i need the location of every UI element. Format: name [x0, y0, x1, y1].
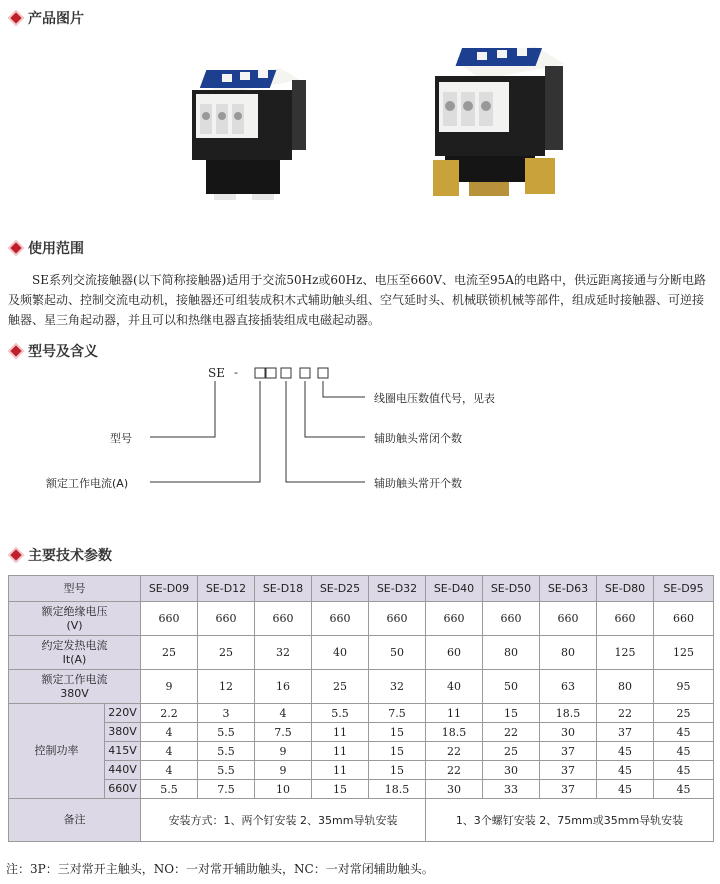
header-model-cell: SE-D09 [141, 576, 198, 602]
table-cell: 45 [597, 780, 654, 799]
table-row-power [9, 780, 714, 799]
table-cell: 125 [597, 636, 654, 670]
table-cell: 11 [312, 742, 369, 761]
voltage-cell: 660V [105, 780, 141, 799]
table-cell: 15 [369, 723, 426, 742]
table-cell: 37 [597, 723, 654, 742]
table-cell: 5.5 [198, 742, 255, 761]
header-model-cell: SE-D95 [654, 576, 714, 602]
remark-cell-1: 安装方式：1、两个钉安装 2、35mm导轨安装 [141, 799, 426, 842]
table-cell: 18.5 [426, 723, 483, 742]
table-cell: 45 [597, 761, 654, 780]
table-cell: 50 [483, 670, 540, 704]
table-cell: 15 [369, 742, 426, 761]
table-cell: 63 [540, 670, 597, 704]
table-cell: 5.5 [198, 761, 255, 780]
usage-paragraph: SE系列交流接触器(以下简称接触器)适用于交流50Hz或60Hz、电压至660V、电流至95A的电路中，供远距离接通与分断电路及频繁起动、控制交流电动机，接触器还可组装成积木式辅助触头组、空气延时头、机械联锁机械等部件，组成延时接触器、可逆接触器、星三角起动器，并且可以和热继电器直接插装组成电磁起动器。 [8, 273, 706, 327]
header-model-cell: SE-D12 [198, 576, 255, 602]
table-cell: 30 [426, 780, 483, 799]
table-row-power [9, 723, 714, 742]
label-coil-voltage: 线圈电压数值代号，见表 [374, 392, 495, 405]
table-cell: 660 [198, 602, 255, 636]
section-title: 使用范围 [28, 241, 84, 257]
label-rated-current: 额定工作电流(A) [46, 477, 129, 490]
table-cell: 37 [540, 780, 597, 799]
section-tech-params [8, 545, 112, 565]
table-cell: 660 [483, 602, 540, 636]
section-usage [8, 238, 84, 258]
section-model-meaning [8, 341, 98, 361]
label-nc-aux: 辅助触头常闭个数 [374, 432, 462, 445]
voltage-cell: 415V [105, 742, 141, 761]
contactor-photo-large [425, 40, 575, 210]
table-cell: 37 [540, 742, 597, 761]
table-cell: 3 [198, 704, 255, 723]
row-label-insulation: 额定绝缘电压 (V) [9, 602, 141, 636]
table-cell: 5.5 [198, 723, 255, 742]
table-cell: 11 [426, 704, 483, 723]
diamond-bullet-icon [10, 345, 21, 356]
section-title: 主要技术参数 [28, 548, 112, 564]
tech-params-table [8, 575, 714, 842]
table-cell: 2.2 [141, 704, 198, 723]
table-cell: 22 [426, 742, 483, 761]
table-cell: 660 [654, 602, 714, 636]
table-cell: 15 [483, 704, 540, 723]
table-cell: 9 [255, 742, 312, 761]
table-cell: 25 [198, 636, 255, 670]
row-label-remark: 备注 [9, 799, 141, 842]
table-cell: 32 [255, 636, 312, 670]
header-model-cell: SE-D18 [255, 576, 312, 602]
table-cell: 80 [483, 636, 540, 670]
model-dash: - [234, 366, 238, 379]
table-cell: 5.5 [141, 780, 198, 799]
header-model-cell: SE-D40 [426, 576, 483, 602]
table-cell: 5.5 [312, 704, 369, 723]
table-row-thermal [9, 636, 714, 670]
table-row-rated-current [9, 670, 714, 704]
diamond-bullet-icon [10, 12, 21, 23]
table-cell: 30 [483, 761, 540, 780]
table-cell: 32 [369, 670, 426, 704]
table-cell: 40 [312, 636, 369, 670]
table-cell: 22 [426, 761, 483, 780]
header-model-cell: SE-D25 [312, 576, 369, 602]
table-cell: 80 [597, 670, 654, 704]
table-row-insulation [9, 602, 714, 636]
table-cell: 4 [255, 704, 312, 723]
table-cell: 95 [654, 670, 714, 704]
table-cell: 25 [654, 704, 714, 723]
table-cell: 22 [483, 723, 540, 742]
table-row-power [9, 742, 714, 761]
model-prefix: SE [208, 366, 225, 380]
table-cell: 7.5 [369, 704, 426, 723]
table-cell: 12 [198, 670, 255, 704]
model-code-diagram [0, 360, 720, 520]
table-cell: 80 [540, 636, 597, 670]
table-cell: 45 [597, 742, 654, 761]
contactor-photo-small [180, 60, 310, 205]
voltage-cell: 440V [105, 761, 141, 780]
table-cell: 660 [255, 602, 312, 636]
table-cell: 50 [369, 636, 426, 670]
section-product-images [8, 8, 84, 28]
table-cell: 660 [369, 602, 426, 636]
table-cell: 660 [312, 602, 369, 636]
table-cell: 45 [654, 723, 714, 742]
table-cell: 45 [654, 780, 714, 799]
table-cell: 125 [654, 636, 714, 670]
diamond-bullet-icon [10, 242, 21, 253]
row-label-power: 控制功率 [9, 704, 105, 799]
table-cell: 25 [141, 636, 198, 670]
row-label-thermal: 约定发热电流 It(A) [9, 636, 141, 670]
header-model-cell: SE-D63 [540, 576, 597, 602]
table-cell: 15 [312, 780, 369, 799]
row-label-rated-current: 额定工作电流 380V [9, 670, 141, 704]
header-model-cell: SE-D32 [369, 576, 426, 602]
table-cell: 11 [312, 761, 369, 780]
header-model-label: 型号 [9, 576, 141, 602]
table-cell: 37 [540, 761, 597, 780]
table-cell: 4 [141, 742, 198, 761]
table-cell: 9 [141, 670, 198, 704]
table-cell: 4 [141, 761, 198, 780]
table-cell: 16 [255, 670, 312, 704]
table-cell: 45 [654, 761, 714, 780]
label-model: 型号 [110, 432, 132, 445]
voltage-cell: 220V [105, 704, 141, 723]
table-cell: 660 [540, 602, 597, 636]
section-title: 产品图片 [28, 11, 84, 27]
table-header-row [9, 576, 714, 602]
header-model-cell: SE-D80 [597, 576, 654, 602]
label-no-aux: 辅助触头常开个数 [374, 477, 462, 490]
table-cell: 60 [426, 636, 483, 670]
table-cell: 660 [141, 602, 198, 636]
table-cell: 45 [654, 742, 714, 761]
footnote: 注：3P：三对常开主触头，NO：一对常开辅助触头，NC：一对常闭辅助触头。 [6, 862, 434, 876]
table-cell: 660 [597, 602, 654, 636]
header-model-cell: SE-D50 [483, 576, 540, 602]
table-cell: 25 [312, 670, 369, 704]
table-cell: 33 [483, 780, 540, 799]
table-cell: 22 [597, 704, 654, 723]
table-cell: 11 [312, 723, 369, 742]
table-row-power [9, 761, 714, 780]
section-title: 型号及含义 [28, 344, 98, 360]
table-cell: 4 [141, 723, 198, 742]
table-cell: 40 [426, 670, 483, 704]
table-cell: 7.5 [255, 723, 312, 742]
diamond-bullet-icon [10, 549, 21, 560]
table-cell: 7.5 [198, 780, 255, 799]
table-row-power [9, 704, 714, 723]
table-cell: 660 [426, 602, 483, 636]
diagram-lines [0, 360, 720, 520]
remark-cell-2: 1、3个螺钉安装 2、75mm或35mm导轨安装 [426, 799, 714, 842]
table-cell: 15 [369, 761, 426, 780]
table-cell: 25 [483, 742, 540, 761]
table-cell: 30 [540, 723, 597, 742]
table-cell: 9 [255, 761, 312, 780]
table-cell: 10 [255, 780, 312, 799]
table-cell: 18.5 [540, 704, 597, 723]
voltage-cell: 380V [105, 723, 141, 742]
table-row-remark [9, 799, 714, 842]
table-cell: 18.5 [369, 780, 426, 799]
